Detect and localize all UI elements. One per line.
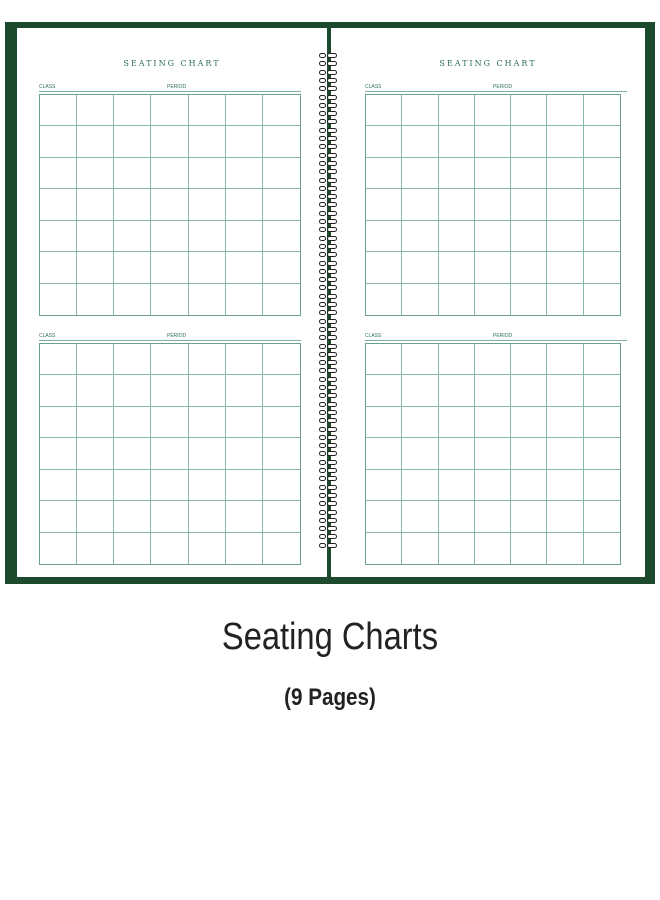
spiral-coil <box>317 467 339 474</box>
seat-cell <box>439 344 475 375</box>
class-label: CLASS <box>39 84 56 90</box>
spiral-coil <box>317 276 339 283</box>
spiral-coil <box>317 135 339 142</box>
seat-cell <box>114 438 151 469</box>
seat-cell <box>40 407 77 438</box>
seat-cell <box>511 221 547 252</box>
seating-grid <box>39 94 301 316</box>
seat-cell <box>77 407 114 438</box>
seat-cell <box>511 501 547 532</box>
seat-cell <box>439 126 475 157</box>
seat-cell <box>189 344 226 375</box>
seat-cell <box>547 95 583 126</box>
spiral-coil <box>317 500 339 507</box>
seat-cell <box>584 95 620 126</box>
spiral-coil <box>317 533 339 540</box>
seat-cell <box>402 284 438 315</box>
seat-cell <box>402 375 438 406</box>
seat-cell <box>40 221 77 252</box>
seat-cell <box>402 158 438 189</box>
seat-cell <box>439 470 475 501</box>
spiral-coil <box>317 492 339 499</box>
spiral-coil <box>317 85 339 92</box>
seat-cell <box>189 501 226 532</box>
spiral-coil <box>317 201 339 208</box>
seat-cell <box>366 470 402 501</box>
seat-cell <box>151 252 188 283</box>
seat-cell <box>366 221 402 252</box>
spiral-coil <box>317 94 339 101</box>
seat-cell <box>40 501 77 532</box>
left-page <box>17 28 327 577</box>
seat-cell <box>114 95 151 126</box>
seat-cell <box>402 438 438 469</box>
seat-cell <box>511 252 547 283</box>
seat-cell <box>547 470 583 501</box>
seat-cell <box>151 344 188 375</box>
seat-cell <box>114 470 151 501</box>
spiral-coil <box>317 210 339 217</box>
seat-cell <box>439 533 475 564</box>
spiral-coil <box>317 517 339 524</box>
seat-cell <box>77 221 114 252</box>
spiral-coil <box>317 235 339 242</box>
seat-cell <box>584 252 620 283</box>
seat-cell <box>263 438 300 469</box>
seat-cell <box>402 533 438 564</box>
seat-cell <box>402 95 438 126</box>
spiral-coil <box>317 243 339 250</box>
seat-cell <box>475 284 511 315</box>
seat-cell <box>366 344 402 375</box>
seat-cell <box>584 158 620 189</box>
seat-cell <box>511 189 547 220</box>
seat-cell <box>475 158 511 189</box>
seat-cell <box>511 126 547 157</box>
right-page <box>331 28 645 577</box>
seat-cell <box>114 533 151 564</box>
seat-cell <box>263 407 300 438</box>
spiral-coil <box>317 301 339 308</box>
seat-cell <box>547 126 583 157</box>
seat-cell <box>189 407 226 438</box>
seat-cell <box>114 407 151 438</box>
seat-cell <box>263 252 300 283</box>
seat-cell <box>226 438 263 469</box>
seat-cell <box>547 221 583 252</box>
seat-cell <box>475 189 511 220</box>
seat-cell <box>226 344 263 375</box>
seat-cell <box>547 375 583 406</box>
spiral-coil <box>317 376 339 383</box>
spiral-coil <box>317 359 339 366</box>
seat-cell <box>114 221 151 252</box>
seat-cell <box>475 407 511 438</box>
spiral-coil <box>317 367 339 374</box>
seat-cell <box>40 344 77 375</box>
seat-cell <box>189 252 226 283</box>
seat-cell <box>439 284 475 315</box>
seat-cell <box>151 284 188 315</box>
seat-cell <box>439 158 475 189</box>
seat-cell <box>263 501 300 532</box>
seat-cell <box>189 470 226 501</box>
seat-cell <box>189 284 226 315</box>
seat-cell <box>511 95 547 126</box>
class-label: CLASS <box>39 333 56 339</box>
seat-cell <box>547 438 583 469</box>
class-label: CLASS <box>365 84 382 90</box>
seat-cell <box>547 344 583 375</box>
spiral-coil <box>317 69 339 76</box>
seat-cell <box>475 252 511 283</box>
seat-cell <box>439 252 475 283</box>
spiral-coil <box>317 260 339 267</box>
seat-cell <box>263 189 300 220</box>
seat-cell <box>366 438 402 469</box>
seat-cell <box>584 344 620 375</box>
seat-cell <box>402 189 438 220</box>
spiral-coil <box>317 185 339 192</box>
seat-cell <box>439 95 475 126</box>
seat-cell <box>439 189 475 220</box>
spiral-coil <box>317 318 339 325</box>
seat-cell <box>475 375 511 406</box>
page-title: SEATING CHART <box>439 59 537 68</box>
seat-cell <box>40 533 77 564</box>
seat-cell <box>475 501 511 532</box>
spiral-coil <box>317 251 339 258</box>
seat-cell <box>40 438 77 469</box>
seat-cell <box>151 95 188 126</box>
seat-cell <box>584 407 620 438</box>
seat-cell <box>584 501 620 532</box>
seat-cell <box>366 407 402 438</box>
seat-cell <box>226 407 263 438</box>
seat-cell <box>40 470 77 501</box>
seat-cell <box>547 501 583 532</box>
spiral-coil <box>317 459 339 466</box>
seat-cell <box>40 95 77 126</box>
seat-cell <box>475 438 511 469</box>
seat-cell <box>40 375 77 406</box>
seat-cell <box>151 126 188 157</box>
seat-cell <box>475 95 511 126</box>
seat-cell <box>366 189 402 220</box>
seat-cell <box>77 470 114 501</box>
seat-cell <box>263 95 300 126</box>
seat-cell <box>547 158 583 189</box>
seat-cell <box>366 126 402 157</box>
seat-cell <box>584 470 620 501</box>
seat-cell <box>77 344 114 375</box>
seat-cell <box>366 95 402 126</box>
period-label: PERIOD <box>493 84 513 90</box>
period-label: PERIOD <box>167 333 187 339</box>
seat-cell <box>402 501 438 532</box>
seating-grid <box>39 343 301 565</box>
seat-cell <box>263 533 300 564</box>
spiral-coil <box>317 152 339 159</box>
seat-cell <box>584 126 620 157</box>
seat-cell <box>226 533 263 564</box>
spiral-coil <box>317 326 339 333</box>
seat-cell <box>263 344 300 375</box>
seat-cell <box>226 501 263 532</box>
seat-cell <box>77 501 114 532</box>
seat-cell <box>226 158 263 189</box>
seat-cell <box>114 158 151 189</box>
seat-cell <box>189 221 226 252</box>
seat-cell <box>263 375 300 406</box>
spiral-coil <box>317 284 339 291</box>
spiral-coil <box>317 193 339 200</box>
seat-cell <box>366 501 402 532</box>
seat-cell <box>584 221 620 252</box>
seat-cell <box>547 284 583 315</box>
spiral-binding-icon <box>317 52 341 552</box>
seat-cell <box>511 284 547 315</box>
spiral-coil <box>317 143 339 150</box>
seat-cell <box>511 158 547 189</box>
seat-cell <box>151 501 188 532</box>
seat-cell <box>40 284 77 315</box>
spiral-coil <box>317 177 339 184</box>
seat-cell <box>40 126 77 157</box>
seat-cell <box>226 95 263 126</box>
seat-cell <box>151 438 188 469</box>
seat-cell <box>114 501 151 532</box>
seat-cell <box>439 407 475 438</box>
seat-cell <box>511 438 547 469</box>
seat-cell <box>475 126 511 157</box>
seat-cell <box>189 375 226 406</box>
seat-cell <box>151 158 188 189</box>
spiral-coil <box>317 450 339 457</box>
seat-cell <box>114 284 151 315</box>
spiral-coil <box>317 434 339 441</box>
seat-cell <box>114 252 151 283</box>
seat-cell <box>40 252 77 283</box>
spiral-coil <box>317 384 339 391</box>
spiral-coil <box>317 168 339 175</box>
seat-cell <box>402 221 438 252</box>
seat-cell <box>402 407 438 438</box>
seat-cell <box>189 533 226 564</box>
seat-cell <box>402 126 438 157</box>
seat-cell <box>77 158 114 189</box>
seat-cell <box>40 158 77 189</box>
caption-title: Seating Charts <box>221 616 439 658</box>
seat-cell <box>77 95 114 126</box>
seat-cell <box>439 501 475 532</box>
seat-cell <box>402 252 438 283</box>
spiral-coil <box>317 160 339 167</box>
seat-cell <box>226 189 263 220</box>
spiral-coil <box>317 334 339 341</box>
seat-cell <box>263 158 300 189</box>
seat-cell <box>511 375 547 406</box>
seat-cell <box>40 189 77 220</box>
seat-cell <box>151 189 188 220</box>
spiral-coil <box>317 442 339 449</box>
seat-cell <box>77 284 114 315</box>
seat-cell <box>226 221 263 252</box>
seat-cell <box>114 375 151 406</box>
seat-cell <box>114 126 151 157</box>
seating-grid <box>365 343 621 565</box>
spiral-coil <box>317 127 339 134</box>
seat-cell <box>584 189 620 220</box>
seat-cell <box>402 344 438 375</box>
seat-cell <box>151 407 188 438</box>
spiral-coil <box>317 351 339 358</box>
seat-cell <box>475 221 511 252</box>
seat-cell <box>151 470 188 501</box>
spiral-coil <box>317 218 339 225</box>
period-label: PERIOD <box>167 84 187 90</box>
seating-grid <box>365 94 621 316</box>
spiral-coil <box>317 102 339 109</box>
spiral-coil <box>317 475 339 482</box>
spiral-coil <box>317 542 339 549</box>
seat-cell <box>189 189 226 220</box>
seat-cell <box>77 375 114 406</box>
spiral-coil <box>317 343 339 350</box>
seat-cell <box>77 438 114 469</box>
seat-cell <box>511 470 547 501</box>
seat-cell <box>584 375 620 406</box>
spiral-coil <box>317 293 339 300</box>
seat-cell <box>114 344 151 375</box>
spiral-coil <box>317 392 339 399</box>
seat-cell <box>151 375 188 406</box>
seat-cell <box>77 126 114 157</box>
seat-cell <box>189 95 226 126</box>
seat-cell <box>189 438 226 469</box>
seat-cell <box>439 438 475 469</box>
seat-cell <box>366 158 402 189</box>
class-period-line <box>365 83 627 92</box>
seat-cell <box>263 470 300 501</box>
seat-cell <box>366 375 402 406</box>
seat-cell <box>226 126 263 157</box>
seat-cell <box>547 252 583 283</box>
spiral-coil <box>317 110 339 117</box>
spiral-coil <box>317 409 339 416</box>
seat-cell <box>77 189 114 220</box>
seat-cell <box>584 284 620 315</box>
class-period-line <box>39 83 301 92</box>
seat-cell <box>511 344 547 375</box>
seat-cell <box>114 189 151 220</box>
spiral-coil <box>317 509 339 516</box>
seat-cell <box>439 221 475 252</box>
spiral-coil <box>317 60 339 67</box>
class-period-line <box>365 332 627 341</box>
seat-cell <box>77 533 114 564</box>
seat-cell <box>151 533 188 564</box>
seat-cell <box>263 221 300 252</box>
seat-cell <box>547 407 583 438</box>
seat-cell <box>226 252 263 283</box>
seat-cell <box>189 158 226 189</box>
seat-cell <box>584 533 620 564</box>
seat-cell <box>226 284 263 315</box>
seat-cell <box>439 375 475 406</box>
spiral-coil <box>317 309 339 316</box>
seat-cell <box>584 438 620 469</box>
seat-cell <box>226 470 263 501</box>
spiral-coil <box>317 52 339 59</box>
spiral-coil <box>317 417 339 424</box>
spiral-coil <box>317 268 339 275</box>
seat-cell <box>366 533 402 564</box>
seat-cell <box>475 533 511 564</box>
seat-cell <box>475 344 511 375</box>
class-period-line <box>39 332 301 341</box>
seat-cell <box>475 470 511 501</box>
caption-subtitle: (9 Pages) <box>284 684 376 711</box>
seat-cell <box>366 252 402 283</box>
spiral-coil <box>317 226 339 233</box>
spiral-coil <box>317 77 339 84</box>
seat-cell <box>226 375 263 406</box>
seat-cell <box>511 407 547 438</box>
seat-cell <box>263 126 300 157</box>
seat-cell <box>366 284 402 315</box>
seat-cell <box>151 221 188 252</box>
seat-cell <box>189 126 226 157</box>
seat-cell <box>402 470 438 501</box>
spiral-coil <box>317 525 339 532</box>
spiral-coil <box>317 426 339 433</box>
seat-cell <box>77 252 114 283</box>
spiral-coil <box>317 401 339 408</box>
seat-cell <box>263 284 300 315</box>
seat-cell <box>547 189 583 220</box>
period-label: PERIOD <box>493 333 513 339</box>
spiral-coil <box>317 484 339 491</box>
seat-cell <box>547 533 583 564</box>
page-title: SEATING CHART <box>123 59 221 68</box>
seat-cell <box>511 533 547 564</box>
class-label: CLASS <box>365 333 382 339</box>
spiral-coil <box>317 118 339 125</box>
